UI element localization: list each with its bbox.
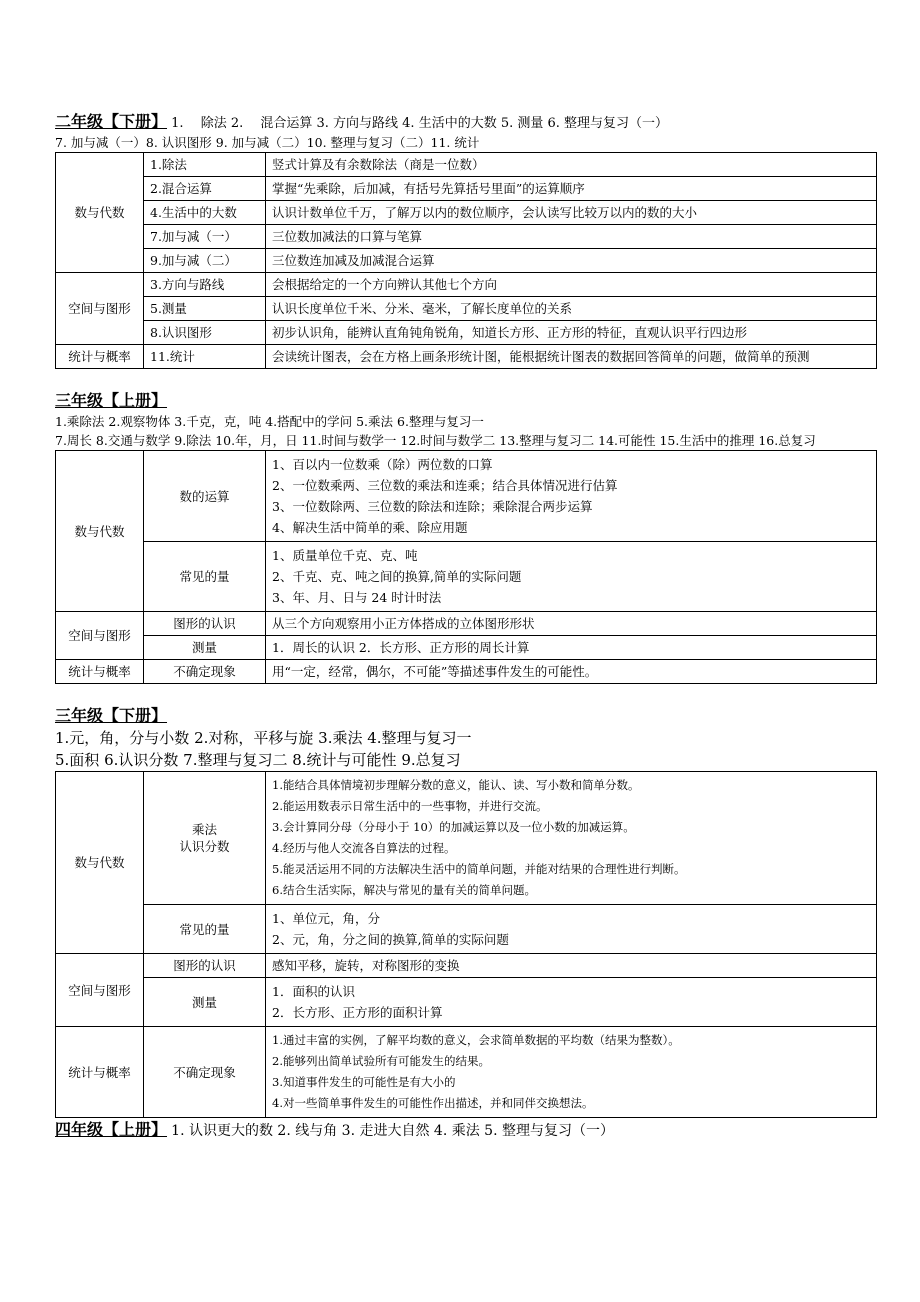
goal-item: 3.知道事件发生的可能性是有大小的: [272, 1075, 456, 1089]
goal-item: 6.结合生活实际，解决与常见的量有关的简单问题。: [272, 883, 536, 897]
sub-area-cell: 数的运算: [144, 451, 266, 542]
goal-item: 5.能灵活运用不同的方法解决生活中的简单问题，并能对结果的合理性进行判断。: [272, 862, 686, 876]
table-row: [56, 660, 877, 684]
g2-table: [55, 152, 877, 369]
g3b-grade-title: 三年级【下册】: [55, 706, 168, 725]
unit-cell: 8.认识图形: [144, 321, 266, 345]
goal-item: 2、元，角，分之间的换算,简单的实际问题: [272, 932, 509, 947]
g2-grade-title: 二年级【下册】: [55, 112, 168, 131]
unit-cell: 11.统计: [144, 345, 266, 369]
table-row: [56, 978, 877, 1027]
goal-item: 3.会计算同分母（分母小于 10）的加减运算以及一位小数的加减运算。: [272, 820, 635, 834]
sub-area-cell: 测量: [144, 636, 266, 660]
area-cell: 空间与图形: [56, 273, 144, 345]
unit-cell: 2.混合运算: [144, 177, 266, 201]
area-cell: 统计与概率: [56, 1027, 144, 1118]
g3a-grade-title: 三年级【上册】: [55, 391, 168, 410]
goal-item: 4、解决生活中简单的乘、除应用题: [272, 520, 468, 535]
goal-cell: 用“一定，经常，偶尔，不可能”等描述事件发生的可能性。: [266, 660, 877, 684]
goal-item: 4.经历与他人交流各自算法的过程。: [272, 841, 456, 855]
goal-cell: [266, 451, 877, 542]
sub-area-cell: 不确定现象: [144, 660, 266, 684]
area-cell: 空间与图形: [56, 612, 144, 660]
area-cell: 数与代数: [56, 153, 144, 273]
g3a-units-line1: 1.乘除法 2.观察物体 3.千克，克，吨 4.搭配中的学问 5.乘法 6.整理与复习一: [55, 414, 484, 429]
goal-item: 1.能结合具体情境初步理解分数的意义，能认、读、写小数和简单分数。: [272, 778, 640, 792]
goal-cell: 认识长度单位千米、分米、毫米，了解长度单位的关系: [266, 297, 877, 321]
goal-cell: [266, 772, 877, 905]
unit-cell: 5.测量: [144, 297, 266, 321]
sub-area-line: 乘法: [191, 822, 217, 837]
table-row: [56, 636, 877, 660]
goal-item: 1、百以内一位数乘（除）两位数的口算: [272, 457, 493, 472]
goal-cell: 会读统计图表，会在方格上画条形统计图，能根据统计图表的数据回答简单的问题，做简单的预测: [266, 345, 877, 369]
goal-cell: 掌握“先乘除，后加减，有括号先算括号里面”的运算顺序: [266, 177, 877, 201]
table-row: [56, 1027, 877, 1118]
goal-item: 4.对一些简单事件发生的可能性作出描述，并和同伴交换想法。: [272, 1096, 594, 1110]
sub-area-cell: 常见的量: [144, 905, 266, 954]
area-cell: 数与代数: [56, 451, 144, 612]
g3b-header: [55, 706, 880, 727]
goal-item: 2、千克、克、吨之间的换算,简单的实际问题: [272, 569, 522, 584]
goal-cell: [266, 905, 877, 954]
sub-area-cell: 图形的认识: [144, 612, 266, 636]
table-row: [56, 321, 877, 345]
unit-cell: 1.除法: [144, 153, 266, 177]
sub-area-cell: 图形的认识: [144, 954, 266, 978]
goal-cell: 三位数加减法的口算与笔算: [266, 225, 877, 249]
page: [55, 112, 880, 1141]
g2-units-line1: 1. 除法 2. 混合运算 3. 方向与路线 4. 生活中的大数 5. 测量 6. 整理与复习（一）: [171, 116, 669, 131]
g4a-units-line1: 1. 认识更大的数 2. 线与角 3. 走进大自然 4. 乘法 5. 整理与复习（一）: [171, 1123, 614, 1139]
unit-cell: 7.加与减（一）: [144, 225, 266, 249]
table-row: [56, 153, 877, 177]
table-row: [56, 905, 877, 954]
goal-item: 2、一位数乘两、三位数的乘法和连乘；结合具体情况进行估算: [272, 478, 618, 493]
goal-cell: [266, 978, 877, 1027]
goal-cell: 感知平移，旋转，对称图形的变换: [266, 954, 877, 978]
table-row: [56, 201, 877, 225]
sub-area-cell: 测量: [144, 978, 266, 1027]
g3a-header: [55, 391, 880, 412]
g3b-table: [55, 771, 877, 1118]
sub-area-cell: [144, 772, 266, 905]
area-cell: 统计与概率: [56, 660, 144, 684]
table-row: [56, 612, 877, 636]
g4a-header: [55, 1120, 880, 1141]
table-row: [56, 273, 877, 297]
table-row: [56, 345, 877, 369]
goal-cell: [266, 542, 877, 612]
goal-cell: 竖式计算及有余数除法（商是一位数）: [266, 153, 877, 177]
g3b-units-line2: 5.面积 6.认识分数 7.整理与复习二 8.统计与可能性 9.总复习: [55, 751, 461, 769]
goal-item: 2.能运用数表示日常生活中的一些事物，并进行交流。: [272, 799, 548, 813]
goal-cell: 三位数连加减及加减混合运算: [266, 249, 877, 273]
area-cell: 空间与图形: [56, 954, 144, 1027]
table-row: [56, 954, 877, 978]
goal-cell: 从三个方向观察用小正方体搭成的立体图形形状: [266, 612, 877, 636]
sub-area-cell: 不确定现象: [144, 1027, 266, 1118]
goal-cell: 认识计数单位千万，了解万以内的数位顺序，会认读写比较万以内的数的大小: [266, 201, 877, 225]
goal-item: 1、质量单位千克、克、吨: [272, 548, 418, 563]
g3a-units-line2: 7.周长 8.交通与数学 9.除法 10.年，月，日 11.时间与数学一 12.时间与数学二 13.整理与复习二 14.可能性 15.生活中的推理 16.总复习: [55, 433, 816, 448]
g2-units-line2: 7. 加与减（一）8. 认识图形 9. 加与减（二）10. 整理与复习（二）11. 统计: [55, 135, 480, 150]
table-row: [56, 772, 877, 905]
g3a-table: [55, 450, 877, 684]
goal-item: 2．长方形、正方形的面积计算: [272, 1005, 443, 1020]
goal-cell: 会根据给定的一个方向辨认其他七个方向: [266, 273, 877, 297]
g3b-units-line1: 1.元，角，分与小数 2.对称，平移与旋 3.乘法 4.整理与复习一: [55, 729, 472, 747]
table-row: [56, 451, 877, 542]
goal-item: 2.能够列出简单试验所有可能发生的结果。: [272, 1054, 490, 1068]
goal-cell: [266, 1027, 877, 1118]
table-row: [56, 225, 877, 249]
goal-item: 3、年、月、日与 24 时计时法: [272, 590, 442, 605]
unit-cell: 4.生活中的大数: [144, 201, 266, 225]
unit-cell: 9.加与减（二）: [144, 249, 266, 273]
goal-cell: 初步认识角，能辨认直角钝角锐角，知道长方形、正方形的特征，直观认识平行四边形: [266, 321, 877, 345]
sub-area-cell: 常见的量: [144, 542, 266, 612]
g2-header: [55, 112, 880, 133]
table-row: [56, 177, 877, 201]
goal-item: 1、单位元，角，分: [272, 911, 380, 926]
table-row: [56, 249, 877, 273]
goal-cell: 1．周长的认识 2．长方形、正方形的周长计算: [266, 636, 877, 660]
goal-item: 3、一位数除两、三位数的除法和连除；乘除混合两步运算: [272, 499, 593, 514]
sub-area-line: 认识分数: [179, 839, 230, 854]
area-cell: 统计与概率: [56, 345, 144, 369]
g4a-grade-title: 四年级【上册】: [55, 1120, 168, 1139]
goal-item: 1．面积的认识: [272, 984, 355, 999]
area-cell: 数与代数: [56, 772, 144, 954]
goal-item: 1.通过丰富的实例，了解平均数的意义，会求简单数据的平均数（结果为整数）。: [272, 1033, 680, 1047]
table-row: [56, 297, 877, 321]
unit-cell: 3.方向与路线: [144, 273, 266, 297]
table-row: [56, 542, 877, 612]
